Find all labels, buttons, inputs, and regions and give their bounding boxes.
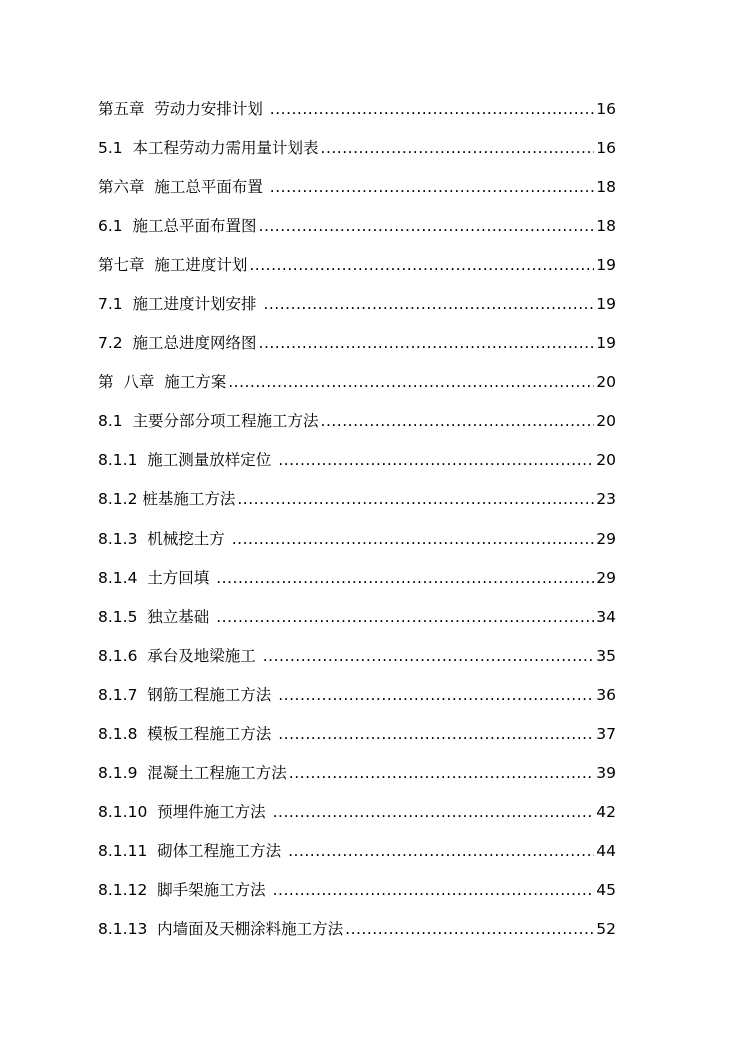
toc-entry-page: 35	[596, 646, 616, 665]
toc-entry[interactable]	[98, 760, 616, 799]
toc-entry-page: 20	[596, 451, 616, 470]
toc-entry-title: 8.1.9 混凝土工程施工方法	[98, 763, 287, 782]
toc-entry-page: 18	[596, 217, 616, 236]
toc-leader-dots	[321, 135, 595, 161]
toc-entry[interactable]	[98, 135, 616, 174]
toc-entry-page: 34	[596, 607, 616, 626]
toc-entry-page: 44	[596, 841, 616, 860]
toc-entry[interactable]	[98, 526, 616, 565]
toc-entry-title: 6.1 施工总平面布置图	[98, 217, 257, 236]
toc-leader-dots	[232, 526, 595, 552]
toc-entry-title: 第 八章 施工方案	[98, 373, 227, 392]
toc-leader-dots	[345, 916, 594, 942]
toc-entry-title: 8.1.5 独立基础	[98, 607, 215, 626]
toc-entry-page: 19	[596, 334, 616, 353]
toc-entry-title: 7.1 施工进度计划安排	[98, 295, 262, 314]
toc-entry[interactable]	[98, 174, 616, 213]
toc-leader-dots	[273, 877, 595, 903]
toc-entry-title: 8.1.1 施工测量放样定位	[98, 451, 277, 470]
toc-entry-title: 7.2 施工总进度网络图	[98, 334, 257, 353]
toc-entry-page: 42	[596, 802, 616, 821]
toc-leader-dots	[278, 721, 594, 747]
toc-entry-title: 8.1.12 脚手架施工方法	[98, 880, 271, 899]
toc-entry-page: 23	[596, 490, 616, 509]
toc-entry-page: 18	[596, 178, 616, 197]
toc-entry-title: 5.1 本工程劳动力需用量计划表	[98, 139, 319, 158]
toc-entry-title: 8.1.10 预埋件施工方法	[98, 802, 271, 821]
toc-leader-dots	[270, 96, 594, 122]
toc-leader-dots	[270, 174, 594, 200]
toc-leader-dots	[278, 447, 594, 473]
toc-entry-page: 19	[596, 256, 616, 275]
toc-entry[interactable]	[98, 330, 616, 369]
toc-entry[interactable]	[98, 643, 616, 682]
toc-entry[interactable]	[98, 838, 616, 877]
toc-leader-dots	[273, 799, 595, 825]
toc-entry-title: 8.1.4 土方回填	[98, 568, 215, 587]
toc-leader-dots	[259, 213, 595, 239]
toc-entry[interactable]	[98, 682, 616, 721]
toc-leader-dots	[249, 252, 594, 278]
toc-leader-dots	[237, 486, 594, 512]
toc-entry[interactable]	[98, 447, 616, 486]
toc-entry-title: 第六章 施工总平面布置	[98, 178, 268, 197]
toc-entry-page: 36	[596, 685, 616, 704]
toc-entry-title: 第五章 劳动力安排计划	[98, 100, 268, 118]
toc-leader-dots	[321, 408, 595, 434]
toc-entry[interactable]	[98, 799, 616, 838]
toc-entry-title: 8.1.3 机械挖土方	[98, 529, 230, 548]
toc-entry[interactable]	[98, 291, 616, 330]
toc-entry-page: 29	[596, 529, 616, 548]
toc-entry-title: 8.1.11 砌体工程施工方法	[98, 841, 287, 860]
toc-entry-title: 8.1 主要分部分项工程施工方法	[98, 412, 319, 431]
table-of-contents	[98, 96, 616, 955]
toc-entry-page: 39	[596, 763, 616, 782]
toc-entry[interactable]	[98, 408, 616, 447]
toc-entry[interactable]	[98, 604, 616, 643]
toc-leader-dots	[288, 838, 594, 864]
toc-entry[interactable]	[98, 213, 616, 252]
toc-entry-page: 52	[596, 919, 616, 938]
toc-entry-title: 8.1.7 钢筋工程施工方法	[98, 685, 277, 704]
toc-leader-dots	[228, 369, 594, 395]
toc-entry-title: 8.1.13 内墙面及天棚涂料施工方法	[98, 919, 344, 938]
toc-leader-dots	[216, 565, 594, 591]
toc-entry-title: 8.1.2 桩基施工方法	[98, 490, 236, 509]
toc-entry-title: 8.1.6 承台及地梁施工	[98, 646, 261, 665]
toc-leader-dots	[263, 291, 594, 317]
toc-entry[interactable]	[98, 96, 616, 135]
toc-entry-title: 8.1.8 模板工程施工方法	[98, 724, 277, 743]
toc-entry-page: 16	[596, 100, 616, 118]
toc-leader-dots	[259, 330, 595, 356]
toc-leader-dots	[216, 604, 594, 630]
toc-entry[interactable]	[98, 721, 616, 760]
toc-leader-dots	[278, 682, 594, 708]
toc-entry[interactable]	[98, 252, 616, 291]
toc-entry[interactable]	[98, 369, 616, 408]
toc-entry-title: 第七章 施工进度计划	[98, 256, 248, 275]
toc-entry-page: 37	[596, 724, 616, 743]
toc-leader-dots	[289, 760, 594, 786]
toc-entry-page: 29	[596, 568, 616, 587]
toc-entry-page: 16	[596, 139, 616, 158]
toc-leader-dots	[263, 643, 595, 669]
toc-entry[interactable]	[98, 916, 616, 955]
toc-entry[interactable]	[98, 486, 616, 525]
toc-entry-page: 20	[596, 373, 616, 392]
toc-entry-page: 19	[596, 295, 616, 314]
toc-entry[interactable]	[98, 877, 616, 916]
toc-entry-page: 45	[596, 880, 616, 899]
toc-entry-page: 20	[596, 412, 616, 431]
toc-entry[interactable]	[98, 565, 616, 604]
